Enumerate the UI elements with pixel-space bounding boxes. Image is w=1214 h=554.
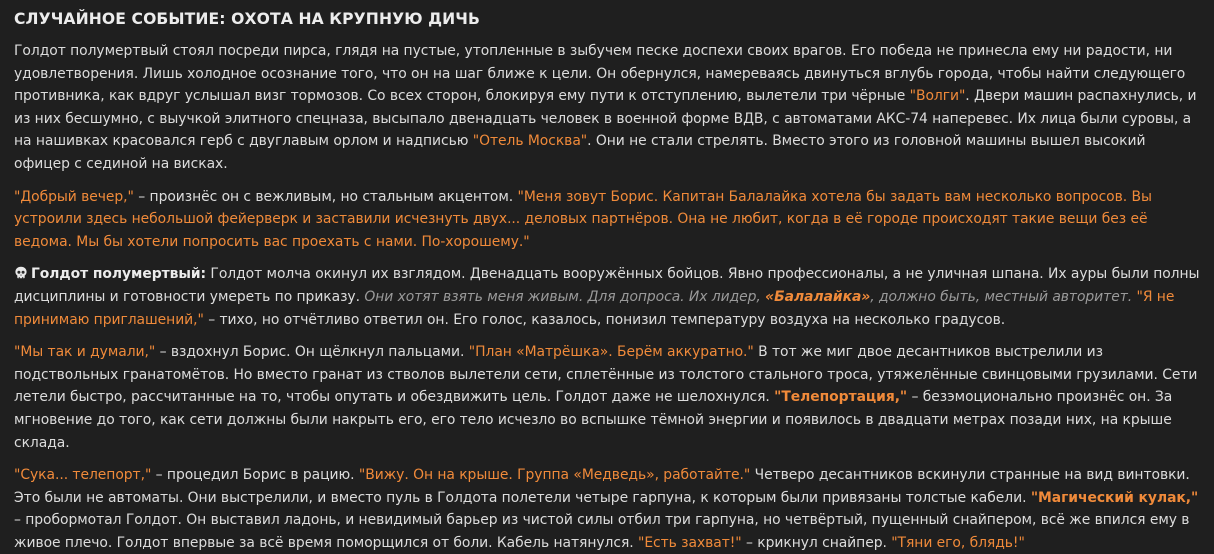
text: Четверо десантников вскинули странные на вид винтовки. Это были не автоматы. Они выстрелили, и вместо пуль в Голдота полетели четыре гарпуна, к которым были привязаны толстые кабели. xyxy=(14,467,1190,506)
quote: "Вижу. Он на крыше. Группа «Медведь», работайте." xyxy=(358,467,751,484)
quote: "Тяни его, блядь!" xyxy=(891,534,1025,551)
paragraph-boris-greeting xyxy=(14,186,1200,254)
text: . Двери машин распахнулись, и из них бесшумно, с выучкой элитного спецназа, высыпало двенадцать человек в военной форме ВДВ, с автоматами АКС-74 наперевес. Их лица были суровы, а на нашивках красовался герб с двуглавым орлом и надписью xyxy=(14,88,1197,150)
paragraph-intro xyxy=(14,40,1200,176)
paragraph-goldot-reply xyxy=(14,263,1200,331)
text: . Они не стали стрелять. Вместо этого из головной машины вышел высокий офицер с сединой на висках. xyxy=(14,133,1146,172)
speaker-name: Голдот полумертвый: xyxy=(31,266,207,283)
quote: "Отель Москва" xyxy=(472,133,588,150)
quote: "Волги" xyxy=(909,88,966,105)
thought: Они хотят взять меня живым. Для допроса. Их лидер, xyxy=(364,288,766,305)
paragraph-nets xyxy=(14,341,1200,454)
text: Голдот молча окинул их взглядом. Двенадцать вооружённых бойцов. Явно профессионалы, а не уличная шпана. Их ауры были полны дисциплины и готовности умереть по приказу. xyxy=(14,266,1200,305)
text: – безэмоционально произнёс он. За мгновение до того, как сети должны были накрыть его, его тело исчезло во вспышке тёмной энергии и появилось в двадцати метрах позади них, на крыше склада. xyxy=(14,389,1173,451)
paragraph-harpoons xyxy=(14,464,1200,554)
text: – вздохнул Борис. Он щёлкнул пальцами. xyxy=(155,344,469,361)
quote: "План «Матрёшка». Берём аккуратно." xyxy=(468,344,754,361)
text: – тихо, но отчётливо ответил он. Его голос, казалось, понизил температуру воздуха на несколько градусов. xyxy=(203,311,1006,328)
quote: "Есть захват!" xyxy=(637,534,742,551)
quote: "Мы так и думали," xyxy=(14,344,156,361)
text: – крикнул снайпер. xyxy=(741,534,892,551)
spell-name: "Магический кулак," xyxy=(1030,489,1199,506)
text: – произнёс он с вежливым, но стальным акцентом. xyxy=(133,188,518,205)
text: – пробормотал Голдот. Он выставил ладонь, и невидимый барьер из чистой силы отбил три гарпуна, но четвёртый, пущенный снайпером, всё же впился ему в живое плечо. Голдот впервые за всё время поморщился от боли. Кабель натянулся. xyxy=(14,512,1190,551)
event-title: СЛУЧАЙНОЕ СОБЫТИЕ: ОХОТА НА КРУПНУЮ ДИЧЬ xyxy=(14,10,480,28)
text: – процедил Борис в рацию. xyxy=(151,467,359,484)
skull-icon xyxy=(14,265,28,279)
text: Голдот полумертвый стоял посреди пирса, глядя на пустые, утопленные в зыбучем песке доспехи своих врагов. Его победа не принесла ему ни радости, ни удовлетворения. Лишь холодное осознание того, что он на шаг ближе к цели. Он обернулся, намереваясь двинуться вглубь города, чтобы найти следующего противника, как вдруг услышал визг тормозов. Со всех сторон, блокируя ему пути к отступлению, вылетели три чёрные xyxy=(14,43,1186,105)
quote: "Я не принимаю приглашений," xyxy=(14,288,1175,328)
thought: , должно быть, местный авторитет. xyxy=(870,288,1133,305)
quote: "Добрый вечер," xyxy=(14,188,134,205)
spell-name: "Телепортация," xyxy=(774,389,908,406)
text: В тот же миг двое десантников выстрелили из подствольных гранатомётов. Но вместо гранат из стволов вылетели сети, сплетённые из толстого стального троса, утяжелённые свинцовыми грузилами. Сети летели быстро, рассчитанные на то, чтобы опутать и обездвижить цель. Голдот даже не шелохнулся. xyxy=(14,344,1198,406)
quote: "Меня зовут Борис. Капитан Балалайка хотела бы задать вам несколько вопросов. Вы устроили здесь небольшой фейерверк и заставили исчезнуть двух... деловых партнёров. Она не любит, когда в её городе происходят такие вещи без её ведома. Мы бы хотели попросить вас проехать с нами. По-хорошему." xyxy=(14,188,1152,250)
thought-name: «Балалайка» xyxy=(765,288,871,305)
quote: "Сука... телепорт," xyxy=(14,467,152,484)
